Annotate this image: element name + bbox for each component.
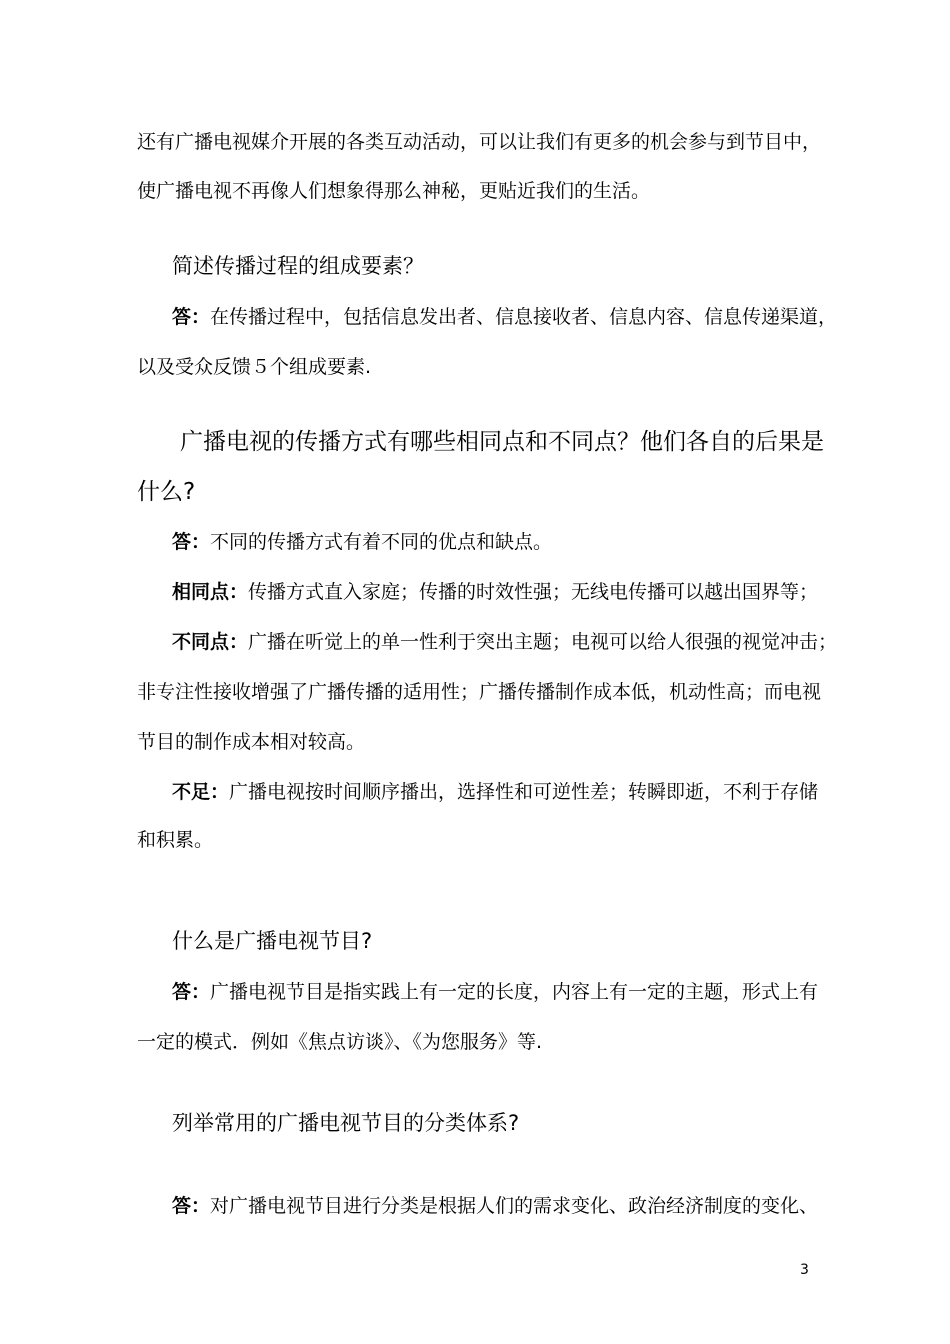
diff-points-line-2: 非专注性接收增强了广播传播的适用性；广播传播制作成本低，机动性高；而电视: [137, 681, 822, 703]
answer-label: 答：: [172, 306, 211, 328]
page-number: 3: [800, 1262, 809, 1278]
same-points-label: 相同点：: [172, 581, 249, 603]
question-3: 什么是广播电视节目?: [172, 929, 373, 953]
diff-points-line-3: 节目的制作成本相对较高。: [137, 731, 366, 753]
answer-text: 广播电视节目是指实践上有一定的长度，内容上有一定的主题，形式上有: [210, 981, 819, 1003]
answer-label: 答：: [172, 531, 211, 553]
answer-label: 答：: [172, 981, 211, 1003]
diff-points-label: 不同点：: [172, 631, 249, 653]
answer-text: 在传播过程中，包括信息发出者、信息接收者、信息内容、信息传递渠道，: [210, 306, 838, 328]
same-points-line: [172, 580, 818, 604]
question-1: 简述传播过程的组成要素？: [172, 254, 424, 278]
diff-points-line-1: [172, 630, 837, 654]
answer-2-line: [172, 530, 552, 554]
lack-line-2: 和积累。: [137, 829, 214, 851]
intro-line-2: 使广播电视不再像人们想象得那么神秘，更贴近我们的生活。: [137, 180, 651, 202]
answer-3-line-2: 一定的模式．例如《焦点访谈》、《为您服务》等.: [137, 1031, 543, 1053]
diff-points-text: 广播在听觉上的单一性利于突出主题；电视可以给人很强的视觉冲击；: [248, 631, 838, 653]
lack-label: 不足：: [172, 781, 230, 803]
lack-line-1: [172, 780, 818, 804]
same-points-text: 传播方式直入家庭；传播的时效性强；无线电传播可以越出国界等；: [248, 581, 819, 603]
answer-1-line-1: [172, 305, 837, 329]
answer-label: 答：: [172, 1195, 211, 1217]
intro-line-1: 还有广播电视媒介开展的各类互动活动，可以让我们有更多的机会参与到节目中，: [137, 131, 822, 153]
lack-text: 广播电视按时间顺序播出，选择性和可逆性差；转瞬即逝，不利于存储: [229, 781, 819, 803]
answer-text: 对广播电视节目进行分类是根据人们的需求变化、政治经济制度的变化、: [210, 1195, 819, 1217]
answer-3-line-1: [172, 980, 818, 1004]
answer-1-line-2: 以及受众反馈５个组成要素.: [137, 356, 372, 378]
answer-text: 不同的传播方式有着不同的优点和缺点。: [210, 531, 553, 553]
question-4: 列举常用的广播电视节目的分类体系?: [172, 1111, 520, 1135]
question-2-line-2: 什么?: [137, 479, 196, 505]
question-2-line-1: 广播电视的传播方式有哪些相同点和不同点？他们各自的后果是: [180, 429, 824, 455]
answer-4-line-1: [172, 1194, 818, 1218]
